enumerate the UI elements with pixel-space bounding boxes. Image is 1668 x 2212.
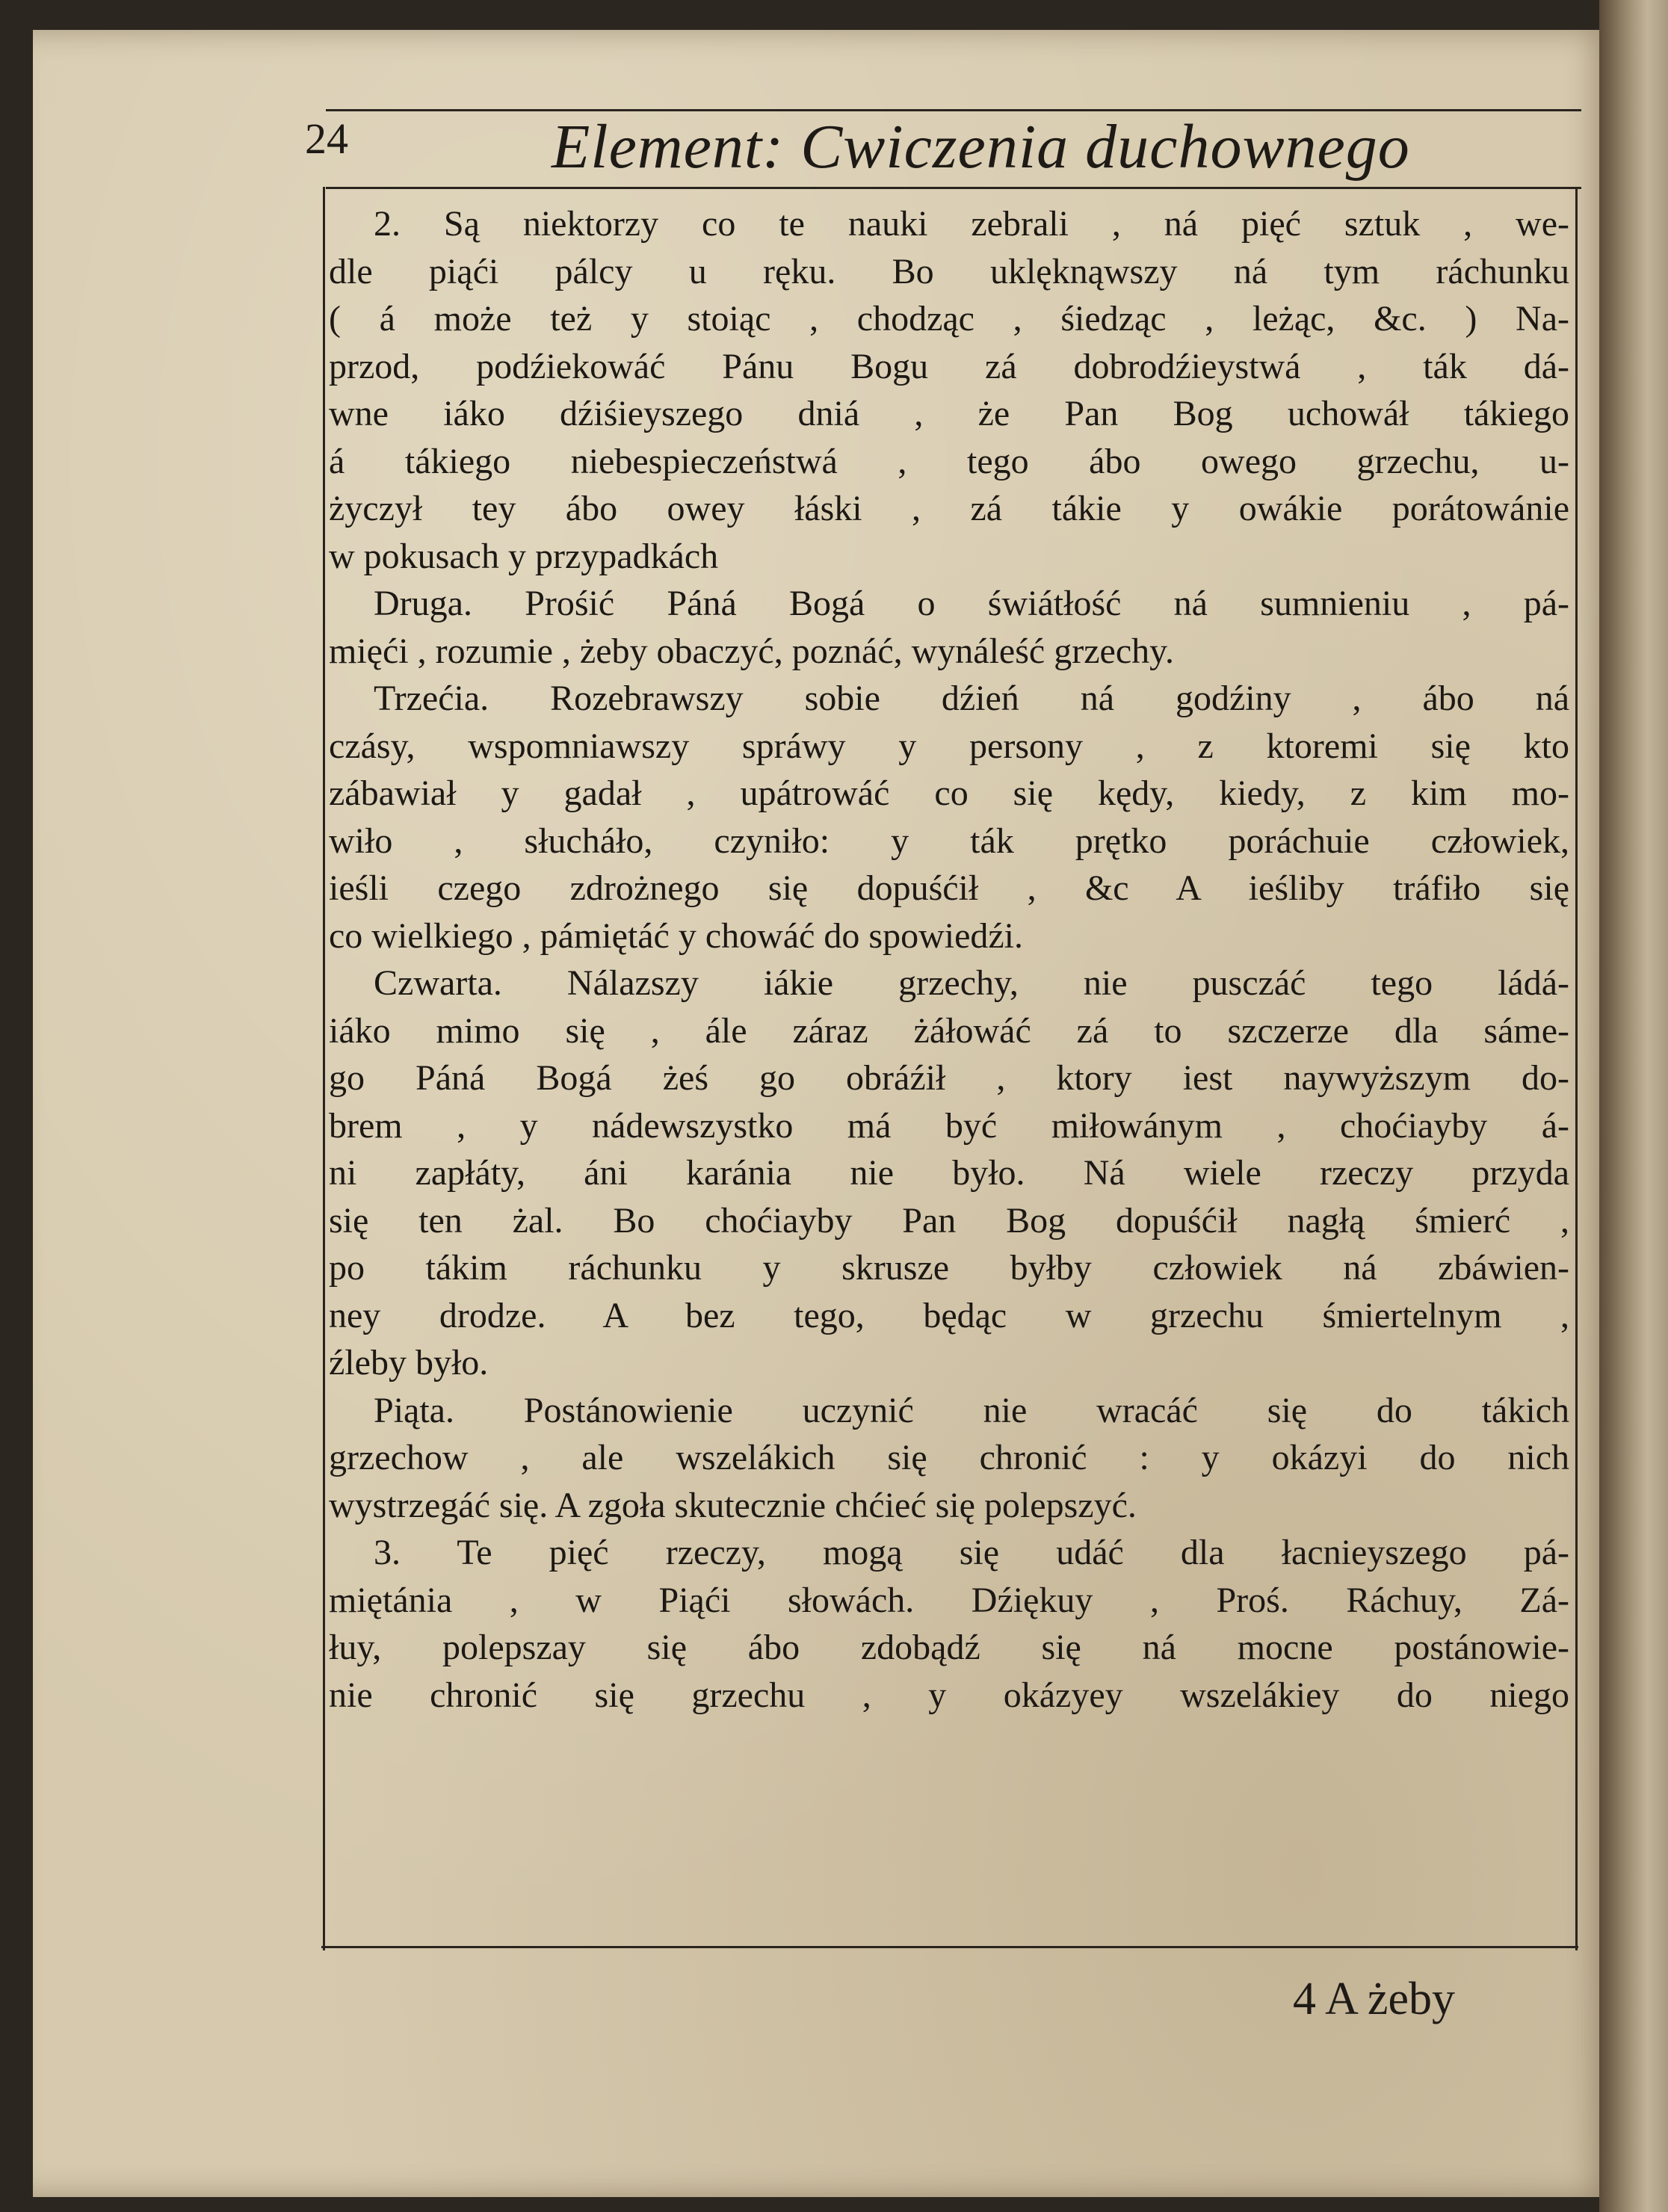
text-line: ( á może też y stoiąc , chodząc , śiedząc , leżąc, &c. ) Na- <box>329 299 1569 339</box>
text-line: ni zapłáty, áni karánia nie było. Ná wiele rzeczy przyda <box>329 1153 1569 1193</box>
text-line: źleby było. <box>329 1343 489 1382</box>
text-line: grzechow , ale wszelákich się chronić : y okázyi do nich <box>329 1438 1569 1477</box>
text-line: zábawiał y gadał , upátrowáć co się kędy, kiedy, z kim mo- <box>329 773 1569 813</box>
text-line: 3. Te pięć rzeczy, mogą się udáć dla łacnieyszego pá- <box>374 1533 1569 1572</box>
text-line: mięći , rozumie , żeby obaczyć, poznáć, wynáleść grzechy. <box>329 631 1174 671</box>
text-line: Piąta. Postánowienie uczynić nie wracáć się do tákich <box>374 1390 1569 1430</box>
text-line: Trzećia. Rozebrawszy sobie dźień ná godźiny , ábo ná <box>374 679 1569 718</box>
page-number: 24 <box>305 114 348 163</box>
text-line: miętánia , w Piąći słowách. Dźiękuy , Proś. Ráchuy, Zá- <box>329 1580 1569 1620</box>
text-line: wystrzegáć się. A zgoła skutecznie chćieć się polepszyć. <box>329 1485 1137 1525</box>
text-line: 2. Są niektorzy co te nauki zebrali , ná pięć sztuk , we- <box>374 204 1569 244</box>
text-line: wiło , słucháło, czyniło: y ták prętko poráchuie człowiek, <box>329 821 1569 861</box>
frame-rule-bottom <box>321 1946 1578 1948</box>
text-line: Czwarta. Nálazszy iákie grzechy, nie pusczáć tego ládá- <box>374 963 1569 1003</box>
text-line: dle piąći pálcy u ręku. Bo uklęknąwszy ná tym ráchunku <box>329 251 1569 291</box>
text-line: Druga. Prośić Páná Bogá o świátłość ná sumnieniu , pá- <box>374 584 1569 623</box>
frame-rule-left <box>323 187 325 1950</box>
book-gutter <box>1599 0 1668 2212</box>
text-line: ieśli czego zdrożnego się dopuśćił , &c A ieśliby tráfiło się <box>329 868 1569 908</box>
text-line: łuy, polepszay się ábo zdobądź się ná mocne postánowie- <box>329 1628 1569 1667</box>
text-line: iáko mimo się , ále záraz żáłowáć zá to szczerze dla sáme- <box>329 1010 1569 1051</box>
running-head <box>305 111 1590 193</box>
text-line: przod, podźiekowáć Pánu Bogu zá dobrodźieystwá , ták dá- <box>329 346 1569 386</box>
body-text <box>329 200 1569 1941</box>
running-title: Element: Cwiczenia duchownego <box>552 112 1410 182</box>
text-line: go Páná Bogá żeś go obráźił , ktory iest naywyższym do- <box>329 1058 1569 1098</box>
text-line: czásy, wspomniawszy spráwy y persony , z ktoremi się kto <box>329 726 1569 766</box>
text-line: co wielkiego , pámiętáć y chowáć do spowiedźi. <box>329 915 1024 956</box>
text-line: w pokusach y przypadkách <box>329 536 719 576</box>
text-line: brem , y nádewszystko má być miłowánym , choćiayby á- <box>329 1105 1569 1146</box>
text-line: nie chronić się grzechu , y okázyey wszelákiey do niego <box>329 1675 1569 1715</box>
text-line: á tákiego niebespieczeństwá , tego ábo owego grzechu, u- <box>329 441 1569 481</box>
catchword: 4 A żeby <box>1293 1974 1455 2024</box>
text-line: życzył tey ábo owey łáski , zá tákie y owákie porátowánie <box>329 489 1569 528</box>
head-rule-bottom <box>326 187 1581 189</box>
text-line: ney drodze. A bez tego, będąc w grzechu śmiertelnym , <box>329 1295 1569 1335</box>
frame-rule-right <box>1575 187 1578 1950</box>
text-line: po tákim ráchunku y skrusze byłby człowiek ná zbáwien- <box>329 1248 1569 1288</box>
text-line: wne iáko dźiśieyszego dniá , że Pan Bog uchowáł tákiego <box>329 394 1569 433</box>
text-line: się ten żal. Bo choćiayby Pan Bog dopuśćił nagłą śmierć , <box>329 1200 1569 1241</box>
